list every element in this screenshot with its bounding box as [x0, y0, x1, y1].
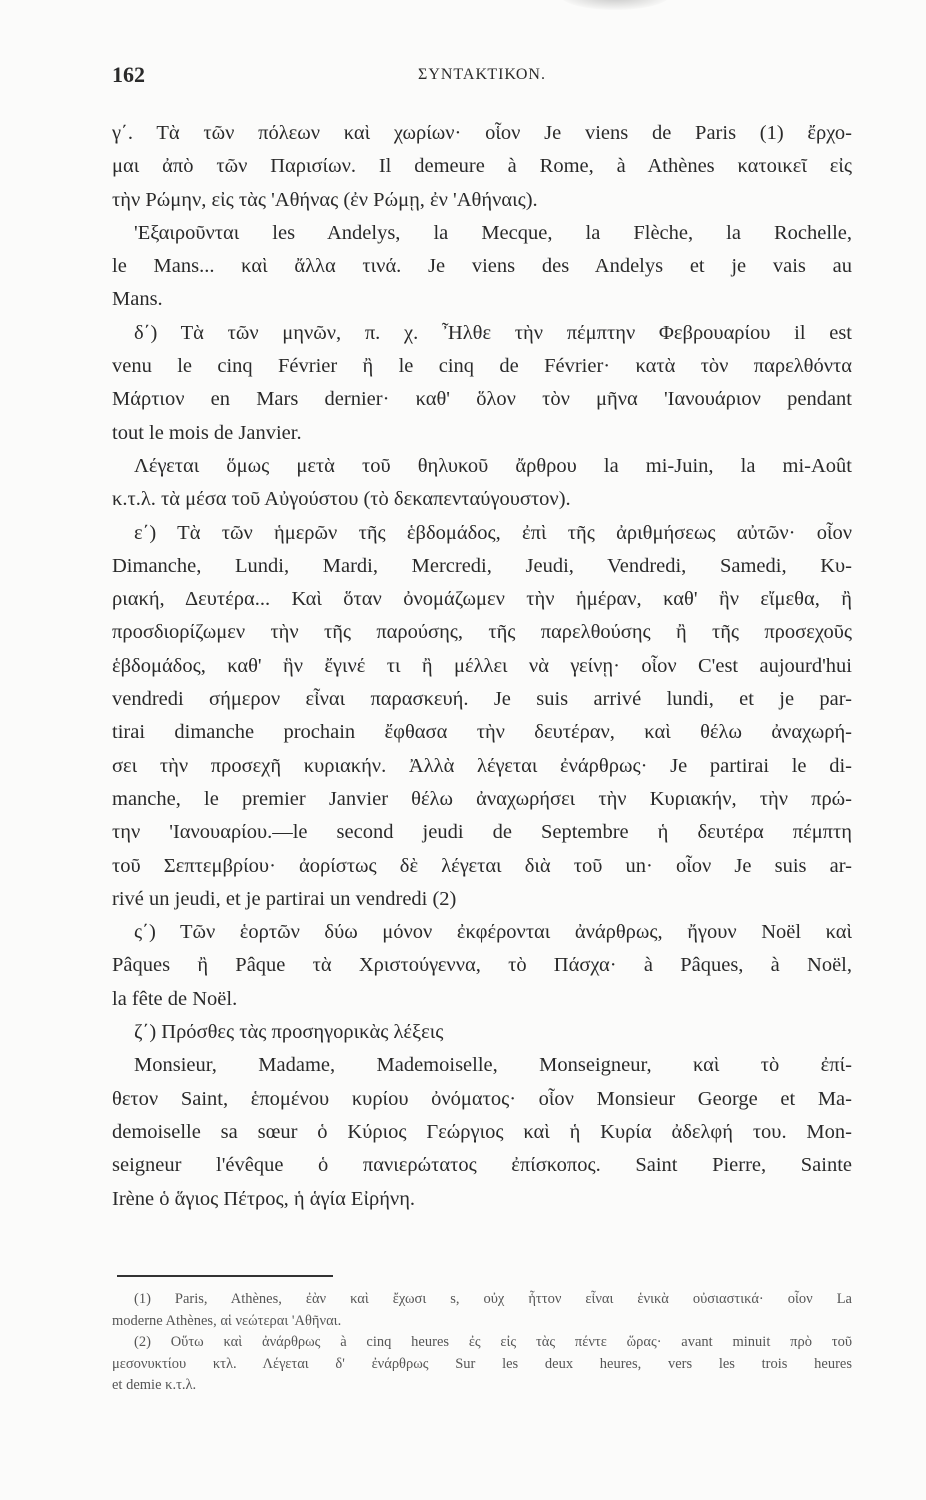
text-line: 'Εξαιροῦνται les Andelys, la Mecque, la Flèche, la Rochelle,: [134, 221, 852, 244]
text-line: tirai dimanche prochain ἔφθασα τὴν δευτέραν, καὶ θέλω ἀναχωρή-: [112, 721, 852, 744]
text-line: Dimanche, Lundi, Mardi, Mercredi, Jeudi, Vendredi, Samedi, Κυ-: [112, 554, 852, 577]
text-line: tout le mois de Janvier.: [112, 421, 302, 444]
body-text: [112, 117, 852, 1216]
text-line: ἑβδομάδος, καθ' ἣν ἔγινέ τι ἢ μέλλει νὰ γείνῃ· οἷον C'est aujourd'hui: [112, 654, 852, 677]
text-line: τοῦ Σεπτεμβρίου· ἀορίστως δὲ λέγεται διὰ τοῦ un· οἷον Je suis ar-: [112, 854, 852, 877]
page-number: 162: [112, 62, 145, 87]
text-line: Monsieur, Madame, Mademoiselle, Monseigneur, καὶ τὸ ἐπί-: [134, 1054, 852, 1077]
text-line: σει τὴν προσεχῆ κυριακήν. Ἀλλὰ λέγεται ἐνάρθρως· Je partirai le di-: [112, 754, 852, 777]
text-line: la fête de Noël.: [112, 987, 238, 1010]
text-line: manche, le premier Janvier θέλω ἀναχωρήσει τὴν Κυριακήν, τὴν πρώ-: [112, 787, 852, 810]
footnote-line: et demie κ.τ.λ.: [112, 1377, 197, 1393]
text-line: seigneur l'évêque ὁ πανιερώτατος ἐπίσκοπος. Saint Pierre, Sainte: [112, 1154, 852, 1177]
text-line: ς΄) Τῶν ἑορτῶν δύω μόνον ἐκφέρονται ἀνάρθρως, ἤγουν Noël καὶ: [134, 921, 852, 944]
running-head: ΣΥΝΤΑΚΤΙΚΟΝ.: [418, 66, 546, 83]
text-line: τὴν Ρώμην, εἰς τὰς 'Αθήνας (ἐν Ρώμῃ, ἐν 'Αθήναις).: [112, 188, 538, 211]
text-line: θετον Saint, ἑπομένου κυρίου ὀνόματος· οἷον Monsieur George et Ma-: [112, 1087, 852, 1110]
text-line: Pâques ἢ Pâque τὰ Χριστούγεννα, τὸ Πάσχα· à Pâques, à Noël,: [112, 954, 852, 977]
text-line: ζ΄) Πρόσθες τὰς προσηγορικὰς λέξεις: [134, 1021, 444, 1044]
text-line: Λέγεται ὅμως μετὰ τοῦ θηλυκοῦ ἄρθρου la mi-Juin, la mi-Août: [134, 454, 852, 477]
footnote-divider: [117, 1275, 333, 1277]
text-line: demoiselle sa sœur ὁ Κύριος Γεώργιος καὶ ἡ Κυρία ἀδελφή του. Mon-: [112, 1120, 852, 1143]
text-line: Mans.: [112, 288, 163, 311]
footnote-line: moderne Athènes, αἱ νεώτεραι 'Αθῆναι.: [112, 1312, 342, 1329]
text-line: κ.τ.λ. τὰ μέσα τοῦ Αὐγούστου (τὸ δεκαπενταύγουστον).: [112, 488, 571, 511]
text-line: Irène ὁ ἅγιος Πέτρος, ἡ ἁγία Εἰρήνη.: [112, 1187, 416, 1210]
text-line: ριακή, Δευτέρα... Καὶ ὅταν ὀνομάζωμεν τὴν ἡμέραν, καθ' ἣν εἴμεθα, ἢ: [112, 588, 852, 611]
text-line: ε΄) Τὰ τῶν ἡμερῶν τῆς ἑβδομάδος, ἐπὶ τῆς ἀριθμήσεως αὐτῶν· οἷον: [134, 521, 852, 544]
text-line: vendredi σήμερον εἶναι παρασκευή. Je suis arrivé lundi, et je par-: [112, 688, 852, 711]
footnote-line: (2) Οὕτω καὶ ἀνάρθρως à cinq heures ἐς εἰς τὰς πέντε ὥρας· avant minuit πρὸ τοῦ: [134, 1334, 852, 1350]
footnotes: [112, 1289, 852, 1397]
text-line: venu le cinq Février ἢ le cinq de Février· κατὰ τὸν παρελθόντα: [112, 355, 852, 378]
text-line: μαι ἀπὸ τῶν Παρισίων. Il demeure à Rome, à Athènes κατοικεῖ εἰς: [112, 155, 852, 178]
footnote-line: (1) Paris, Athènes, ἐὰν καὶ ἔχωσι s, οὐχ ἧττον εἶναι ἑνικὰ οὐσιαστικά· οἷον La: [134, 1291, 852, 1307]
footnote-line: μεσονυκτίου κτλ. Λέγεται δ' ἐνάρθρως Sur les deux heures, vers les trois heures: [112, 1355, 852, 1372]
text-line: Μάρτιον en Mars dernier· καθ' ὅλον τὸν μῆνα 'Ιανουάριον pendant: [112, 388, 852, 411]
text-line: γ΄. Τὰ τῶν πόλεων καὶ χωρίων· οἷον Je viens de Paris (1) ἔρχο-: [112, 122, 852, 144]
text-line: προσδιορίζωμεν τὴν τῆς παρούσης, τῆς παρελθούσης ἢ τῆς προσεχοῦς: [112, 621, 852, 644]
text-line: δ΄) Τὰ τῶν μηνῶν, π. χ. Ἦλθε τὴν πέμπτην Φεβρουαρίου il est: [134, 321, 852, 344]
text-line: le Mans... καὶ ἄλλα τινά. Je viens des Andelys et je vais au: [112, 255, 852, 278]
scan-shadow: [560, 0, 670, 10]
text-line: την 'Ιανουαρίου.—le second jeudi de Septembre ἡ δευτέρα πέμπτη: [112, 821, 852, 844]
page-header: [112, 62, 852, 92]
text-line: rivé un jeudi, et je partirai un vendredi (2): [112, 887, 457, 910]
